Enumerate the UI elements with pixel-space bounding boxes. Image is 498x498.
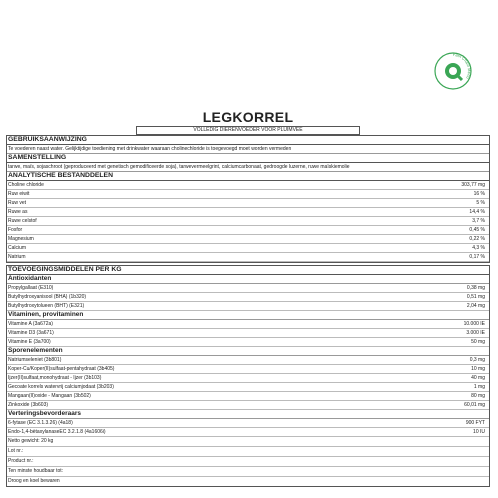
row-value: 2,04 mg <box>466 303 485 309</box>
table-row <box>7 181 489 190</box>
additives-heading: TOEVOEGINGSMIDDELEN PER KG <box>7 266 489 275</box>
row-value: 4,3 % <box>472 245 485 251</box>
table-row <box>7 383 489 392</box>
row-value: 80 mg <box>471 393 485 399</box>
row-value: 0,17 % <box>469 254 485 260</box>
row-name: Ruwe celstof <box>8 218 37 224</box>
additive-group-heading: Antioxidanten <box>7 275 489 284</box>
row-name: Ruwe as <box>8 209 28 215</box>
table-row <box>7 320 489 329</box>
table-row <box>7 428 489 437</box>
additive-groups <box>7 275 489 437</box>
row-name: Zinkoxide (3b603) <box>8 402 49 408</box>
usage-section <box>6 135 490 263</box>
row-name: Ruw vet <box>8 200 27 206</box>
logo-ring-text: Fast Chain Menu <box>452 51 473 80</box>
row-name: Vitamine D3 (3a671) <box>8 330 54 336</box>
row-value: 0,38 mg <box>466 285 485 291</box>
row-value: 0,45 % <box>469 227 485 233</box>
row-value: 14,4 % <box>469 209 485 215</box>
row-name: Calcium <box>8 245 27 251</box>
row-value: 10 mg <box>471 366 485 372</box>
table-row <box>7 329 489 338</box>
row-value: 5 % <box>476 200 485 206</box>
footer-line: Netto gewicht: 20 kg <box>7 437 489 447</box>
table-row <box>7 302 489 311</box>
additive-group-heading: Vitaminen, provitaminen <box>7 311 489 320</box>
row-value: 60,01 mg <box>464 402 485 408</box>
footer-rows <box>7 437 489 486</box>
footer-line: Droog en koel bewaren <box>8 478 60 484</box>
row-name: Mangaan(II)oxide - Mangaan (3b502) <box>8 393 91 399</box>
product-title: LEGKORREL <box>202 109 294 125</box>
row-value: 0,22 % <box>469 236 485 242</box>
usage-text: Te voederen naast water. Gelijktijdige toediening met drinkwater waaraan cholinechloride is toegevoegd moet worden vermeden <box>7 145 489 154</box>
table-row <box>7 217 489 226</box>
table-row <box>7 226 489 235</box>
row-name: Butylhydroxytolueen (BHT) (E321) <box>8 303 85 309</box>
footer-line: Ten minste houdbaar tot: <box>7 467 489 477</box>
footer-line: Product nr.: <box>7 457 489 467</box>
row-name: Butylhydroxyanisool (BHA) (1b320) <box>8 294 87 300</box>
analytical-rows <box>7 181 489 262</box>
row-name: Ijzer(II)sulfaat,monohydraat - Ijzer (3b103) <box>8 375 102 381</box>
table-row <box>7 190 489 199</box>
row-name: Fosfor <box>8 227 23 233</box>
table-row <box>7 253 489 262</box>
table-row <box>7 356 489 365</box>
row-name: Natriumseleniet (3b801) <box>8 357 62 363</box>
table-row <box>7 284 489 293</box>
logo-tail <box>456 74 462 80</box>
table-row <box>7 244 489 253</box>
logo-center-hole <box>449 67 457 75</box>
row-value: 16 % <box>473 191 485 197</box>
row-value: 0,51 mg <box>466 294 485 300</box>
row-name: Ruw eiwit <box>8 191 30 197</box>
row-value: 0,3 mg <box>469 357 485 363</box>
table-row <box>7 365 489 374</box>
table-row <box>7 392 489 401</box>
row-value: 10 IU <box>473 429 485 435</box>
additive-group-heading: Verteringsbevorderaars <box>7 410 489 419</box>
row-value: 50 mg <box>471 339 485 345</box>
brand-logo <box>432 50 474 92</box>
row-name: Endo-1,4-bètaxylanaseEC 3.2.1.8 (4a1606i) <box>8 429 106 435</box>
row-value: 3,7 % <box>472 218 485 224</box>
row-name: Natrium <box>8 254 26 260</box>
composition-heading: SAMENSTELLING <box>7 154 489 163</box>
table-row <box>7 199 489 208</box>
table-row <box>7 293 489 302</box>
table-row <box>7 401 489 410</box>
additives-section <box>6 265 490 487</box>
table-row <box>7 338 489 347</box>
table-row <box>7 419 489 428</box>
additive-group-heading: Sporenelementen <box>7 347 489 356</box>
row-name: Vitamine A (3a672a) <box>8 321 53 327</box>
row-name: Magnesium <box>8 236 34 242</box>
row-name: Propylgallaat (E310) <box>8 285 54 291</box>
product-subtitle: VOLLEDIG DIERENVOEDER VOOR PLUIMVEE <box>136 126 360 135</box>
row-value: 900 FYT <box>465 420 485 426</box>
usage-heading: GEBRUIKSAANWIJZING <box>7 136 489 145</box>
table-row <box>7 235 489 244</box>
row-name: Gecoate korrels watervrij calciumjodaat (3b203) <box>8 384 114 390</box>
row-value: 303,77 mg <box>461 182 485 188</box>
analytical-heading: ANALYTISCHE BESTANDDELEN <box>7 172 489 181</box>
table-row <box>7 374 489 383</box>
row-value: 40 mg <box>471 375 485 381</box>
row-name: 6-fytase (EC 3.1.3.26) (4a18) <box>8 420 73 426</box>
label-sheet <box>6 108 490 487</box>
table-row <box>7 208 489 217</box>
composition-text: tarwe, maïs, sojaschroot (geproduceerd met genetisch gemodificeerde soja), tarwevermeelgrint, calciumcarbonaat, gedroogde luzerne, ruwe maïskiemolie <box>7 163 489 172</box>
row-name: Vitamine E (3a700) <box>8 339 51 345</box>
row-name: Choline chloride <box>8 182 44 188</box>
row-value: 3.000 IE <box>466 330 485 336</box>
footer-line: Lot nr.: <box>7 447 489 457</box>
row-value: 10.000 IE <box>463 321 485 327</box>
row-value: 1 mg <box>473 384 485 390</box>
row-name: Koper-Cu/Koper(II)sulfaat-pentahydraat (3b405) <box>8 366 115 372</box>
